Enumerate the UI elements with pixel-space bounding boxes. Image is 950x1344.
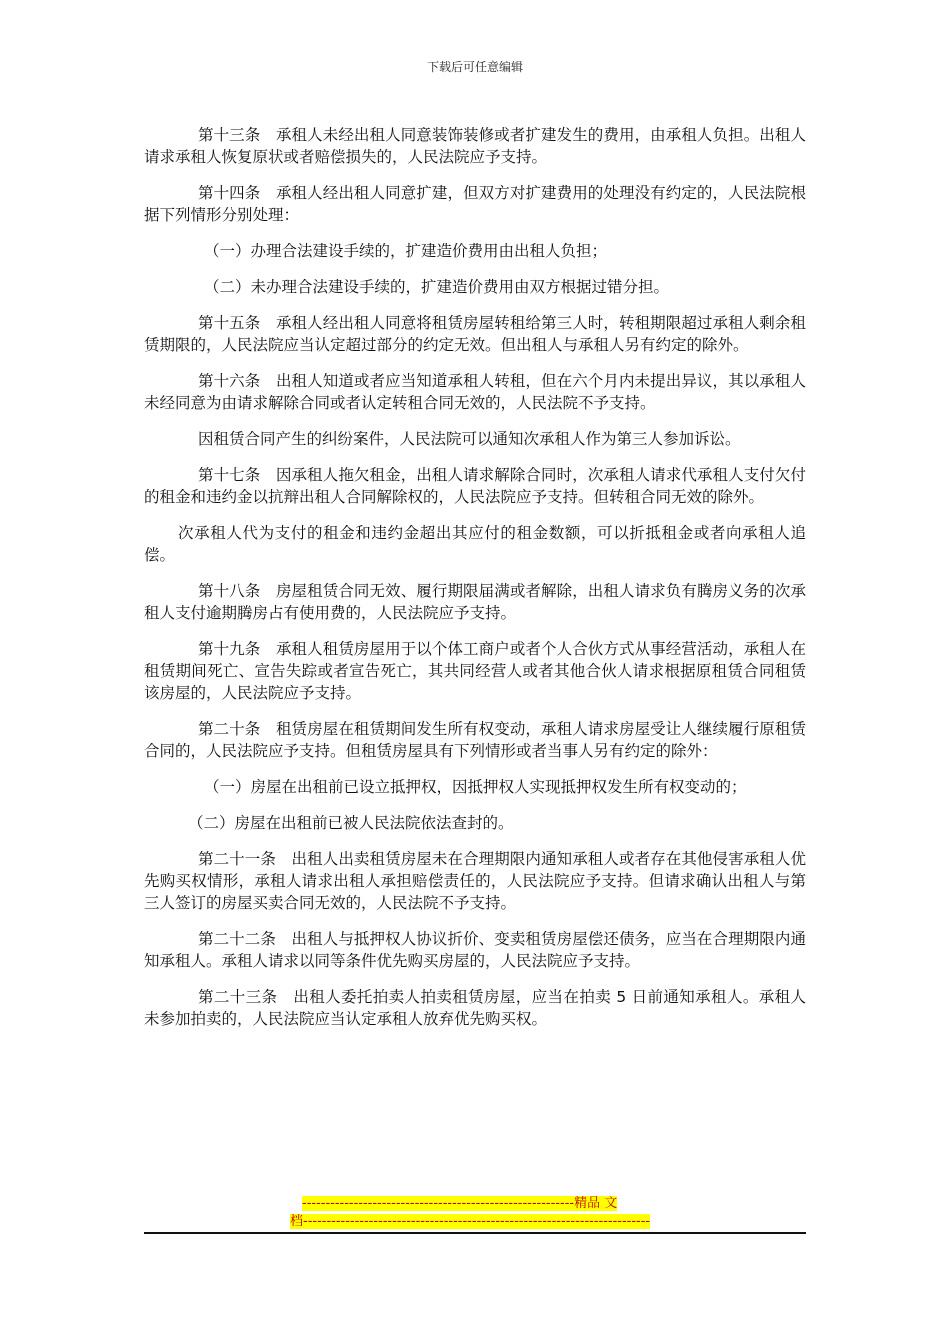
article-20: 第二十条 租赁房屋在租赁期间发生所有权变动，承租人请求房屋受让人继续履行原租赁合同的，人民法院应予支持。但租赁房屋具有下列情形或者当事人另有约定的除外： xyxy=(144,720,806,760)
footer-watermark xyxy=(290,1195,662,1231)
article-15: 第十五条 承租人经出租人同意将租赁房屋转租给第三人时，转租期限超过承租人剩余租赁期限的，人民法院应当认定超过部分的约定无效。但出租人与承租人另有约定的除外。 xyxy=(144,314,806,354)
article-22: 第二十二条 出租人与抵押权人协议折价、变卖租赁房屋偿还债务，应当在合理期限内通知承租人。承租人请求以同等条件优先购买房屋的，人民法院应予支持。 xyxy=(144,930,806,970)
footer-line-2: 档-------------------------------------------------------------------------- xyxy=(290,1214,651,1229)
article-16: 第十六条 出租人知道或者应当知道承租人转租，但在六个月内未提出异议，其以承租人未经同意为由请求解除合同或者认定转租合同无效的，人民法院不予支持。 xyxy=(144,372,806,412)
article-18: 第十八条 房屋租赁合同无效、履行期限届满或者解除，出租人请求负有腾房义务的次承租人支付逾期腾房占有使用费的，人民法院应予支持。 xyxy=(144,582,806,622)
article-16-note: 因租赁合同产生的纠纷案件，人民法院可以通知次承租人作为第三人参加诉讼。 xyxy=(198,430,741,448)
article-13: 第十三条 承租人未经出租人同意装饰装修或者扩建发生的费用，由承租人负担。出租人请求承租人恢复原状或者赔偿损失的，人民法院应予支持。 xyxy=(144,126,806,166)
article-14: 第十四条 承租人经出租人同意扩建，但双方对扩建费用的处理没有约定的，人民法院根据下列情形分别处理： xyxy=(144,184,806,224)
article-23: 第二十三条 出租人委托拍卖人拍卖租赁房屋，应当在拍卖 5 日前通知承租人。承租人未参加拍卖的，人民法院应当认定承租人放弃优先购买权。 xyxy=(144,988,806,1028)
article-20-item-2: （二）房屋在出租前已被人民法院依法查封的。 xyxy=(188,814,514,832)
article-17-note: 次承租人代为支付的租金和违约金超出其应付的租金数额，可以折抵租金或者向承租人追偿。 xyxy=(144,524,806,564)
article-20-item-1: （一）房屋在出租前已设立抵押权，因抵押权人实现抵押权发生所有权变动的； xyxy=(204,778,747,796)
footer-divider xyxy=(144,1232,806,1234)
article-14-item-1: （一）办理合法建设手续的，扩建造价费用由出租人负担； xyxy=(204,242,608,260)
article-17: 第十七条 因承租人拖欠租金，出租人请求解除合同时，次承租人请求代承租人支付欠付的租金和违约金以抗辩出租人合同解除权的，人民法院应予支持。但转租合同无效的除外。 xyxy=(144,466,806,506)
article-19: 第十九条 承租人租赁房屋用于以个体工商户或者个人合伙方式从事经营活动，承租人在租赁期间死亡、宣告失踪或者宣告死亡，其共同经营人或者其他合伙人请求根据原租赁合同租赁该房屋的，人民法院应予支持。 xyxy=(144,640,806,702)
article-21: 第二十一条 出租人出卖租赁房屋未在合理期限内通知承租人或者存在其他侵害承租人优先购买权情形，承租人请求出租人承担赔偿责任的，人民法院应予支持。但请求确认出租人与第三人签订的房屋买卖合同无效的，人民法院不予支持。 xyxy=(144,850,806,912)
page-header: 下载后可任意编辑 xyxy=(426,60,523,74)
document-body xyxy=(144,124,806,1044)
article-14-item-2: （二）未办理合法建设手续的，扩建造价费用由双方根据过错分担。 xyxy=(204,278,670,296)
footer-line-1: ----------------------------------------------------------精品 文 xyxy=(302,1196,618,1211)
